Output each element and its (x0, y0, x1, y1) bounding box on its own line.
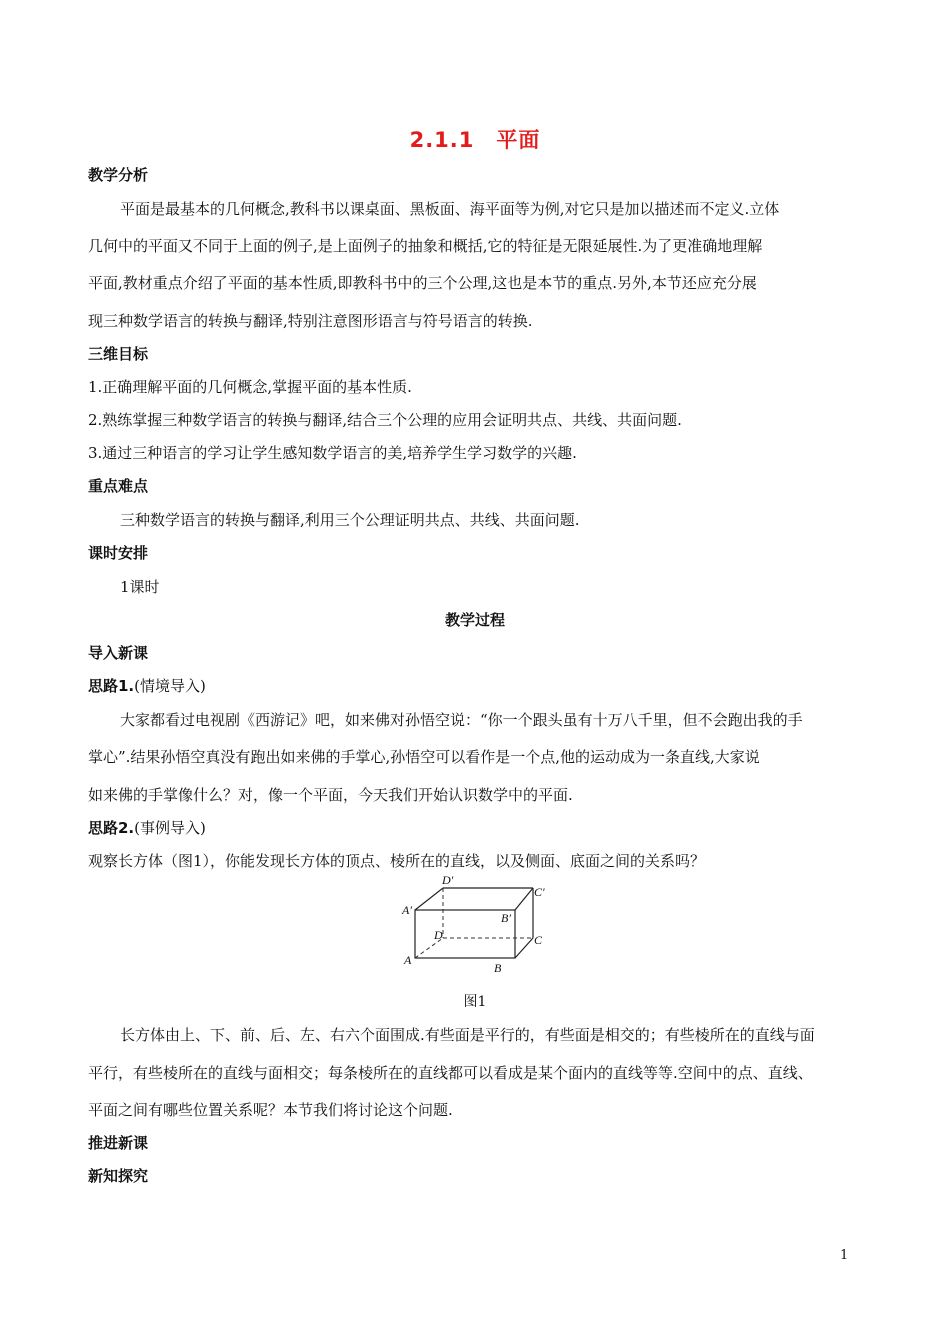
after-line-1: 长方体由上、下、前、后、左、右六个面围成.有些面是平行的，有些面是相交的；有些棱所在的直线与面 (120, 1026, 815, 1044)
page-title: 2.1.1 平面 (409, 128, 541, 152)
edge-b1-c1 (515, 888, 533, 910)
after-line-3: 平面之间有哪些位置关系呢？本节我们将讨论这个问题. (88, 1101, 453, 1119)
schedule-text: 1课时 (120, 578, 160, 596)
heading-goals: 三维目标 (88, 345, 149, 363)
analysis-line-4: 现三种数学语言的转换与翻译,特别注意图形语言与符号语言的转换. (88, 312, 533, 330)
idea2-tag: (事例导入) (134, 819, 206, 837)
page-number: 1 (840, 1248, 849, 1263)
idea2-line (88, 817, 206, 838)
analysis-line-1: 平面是最基本的几何概念,教科书以课桌面、黑板面、海平面等为例,对它只是加以描述而不定义.立体 (120, 200, 780, 218)
label-b: B (494, 961, 502, 975)
idea1-line-1: 大家都看过电视剧《西游记》吧，如来佛对孙悟空说：“你一个跟头虽有十万八千里，但不会跑出我的手 (120, 711, 803, 729)
heading-advance: 推进新课 (88, 1134, 149, 1152)
heading-schedule: 课时安排 (88, 544, 149, 562)
idea1-line-3: 如来佛的手掌像什么？对，像一个平面，今天我们开始认识数学中的平面. (88, 786, 573, 804)
heading-new-knowledge: 新知探究 (88, 1167, 149, 1185)
idea1-label: 思路1. (88, 677, 135, 695)
front-face (415, 910, 515, 958)
label-a1: A′ (402, 903, 412, 917)
goal-item-3: 3.通过三种语言的学习让学生感知数学语言的美,培养学生学习数学的兴趣. (88, 444, 577, 462)
idea2-label: 思路2. (88, 819, 135, 837)
idea1-line-2: 掌心”.结果孙悟空真没有跑出如来佛的手掌心,孙悟空可以看作是一个点,他的运动成为一条直线,大家说 (88, 748, 760, 766)
label-d1: D′ (442, 876, 454, 887)
goal-item-2: 2.熟练掌握三种数学语言的转换与翻译,结合三个公理的应用会证明共点、共线、共面问题. (88, 411, 682, 429)
goal-item-1: 1.正确理解平面的几何概念,掌握平面的基本性质. (88, 378, 412, 396)
figure-caption: 图1 (463, 994, 487, 1010)
heading-key-points: 重点难点 (88, 477, 149, 495)
analysis-line-2: 几何中的平面又不同于上面的例子,是上面例子的抽象和概括,它的特征是无限延展性.为了更准确地理解 (88, 237, 763, 255)
idea1-tag: (情境导入) (134, 677, 206, 695)
label-d: D (434, 928, 443, 942)
analysis-line-3: 平面,教材重点介绍了平面的基本性质,即教科书中的三个公理,这也是本节的重点.另外,本节还应充分展 (88, 274, 757, 292)
edge-a1-d1 (415, 888, 443, 910)
label-c1: C′ (534, 885, 545, 899)
cuboid-figure (398, 876, 558, 976)
after-line-2: 平行，有些棱所在的直线与面相交；每条棱所在的直线都可以看成是某个面内的直线等等.空间中的点、直线、 (88, 1064, 813, 1082)
idea1-line (88, 675, 206, 696)
label-b1: B′ (501, 911, 511, 925)
idea2-text: 观察长方体（图1），你能发现长方体的顶点、棱所在的直线，以及侧面、底面之间的关系吗？ (88, 852, 706, 870)
heading-process: 教学过程 (444, 611, 505, 629)
label-a: A (404, 953, 412, 967)
heading-analysis: 教学分析 (88, 166, 149, 184)
label-c: C (534, 933, 543, 947)
edge-b-c (515, 938, 533, 958)
key-points-text: 三种数学语言的转换与翻译,利用三个公理证明共点、共线、共面问题. (120, 511, 580, 529)
heading-intro: 导入新课 (88, 644, 149, 662)
